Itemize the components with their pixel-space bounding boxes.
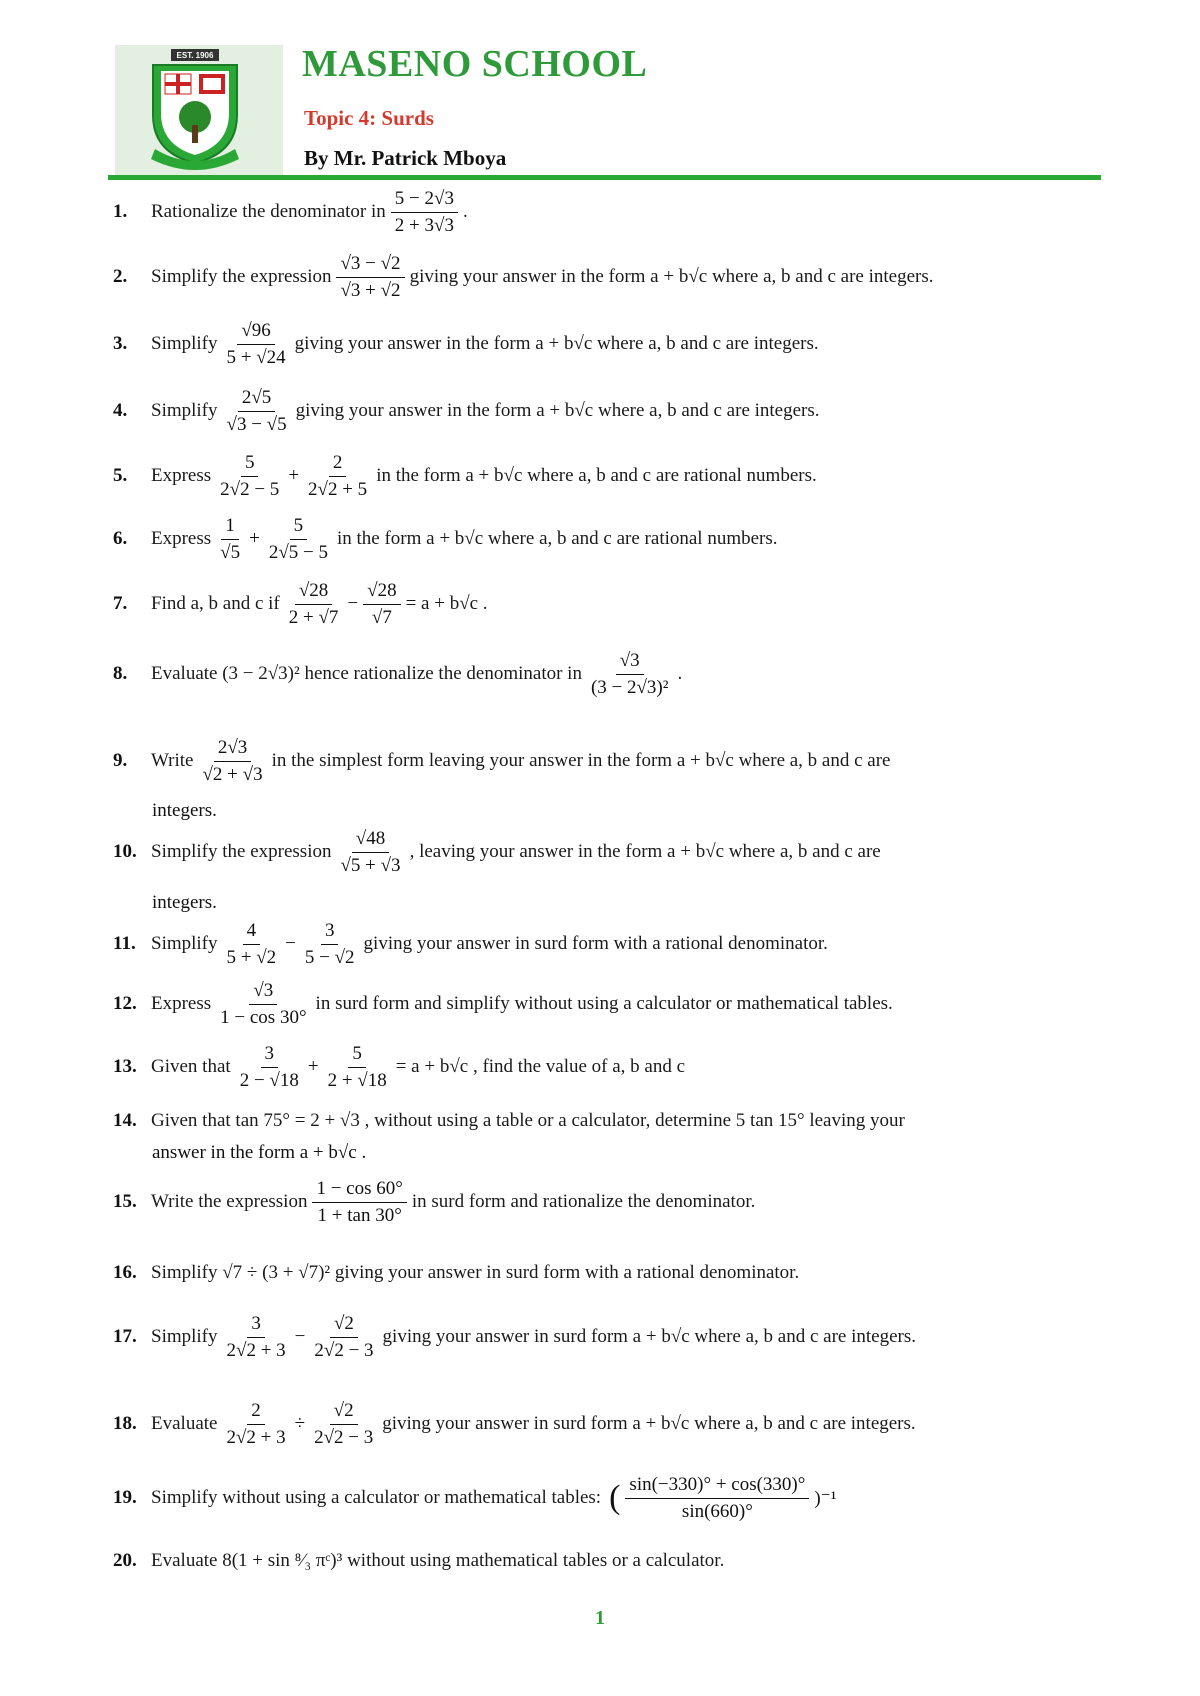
question-text: Given that tan 75° = 2 + √3 , without using a table or a calculator, determine 5 tan 15° leaving your xyxy=(151,1110,905,1131)
fraction xyxy=(285,580,343,629)
fraction xyxy=(304,452,371,501)
denominator: √2 + √3 xyxy=(202,763,263,785)
question-text: Simplify the expression xyxy=(151,841,332,863)
question-2 xyxy=(113,253,934,302)
numerator: √48 xyxy=(352,828,389,853)
question-6 xyxy=(113,515,778,564)
question-4 xyxy=(113,387,820,436)
denominator: 5 − √2 xyxy=(304,946,355,968)
question-number: 6. xyxy=(113,528,128,550)
question-text-after: giving your answer in the form a + b√c where a, b and c are integers. xyxy=(294,333,819,355)
denominator: 2 + 3√3 xyxy=(394,214,454,236)
question-18 xyxy=(113,1400,916,1449)
question-number: 19. xyxy=(113,1487,137,1509)
fraction xyxy=(223,920,281,969)
question-number: 2. xyxy=(113,266,128,288)
question-text-after: in surd form and simplify without using a calculator or mathematical tables. xyxy=(315,993,893,1015)
fraction xyxy=(336,828,404,877)
question-19 xyxy=(113,1474,836,1523)
denominator: √5 + √3 xyxy=(340,854,401,876)
denominator: (3 − 2√3)² xyxy=(590,676,669,698)
fraction xyxy=(216,452,283,501)
operator: + xyxy=(288,465,300,487)
school-crest xyxy=(115,45,283,175)
crest-est-text: EST. 1906 xyxy=(176,51,214,60)
fraction xyxy=(336,253,404,302)
denominator: 2√2 + 3 xyxy=(226,1339,286,1361)
fraction xyxy=(223,1313,290,1362)
numerator: √28 xyxy=(363,580,400,605)
question-text-after: . xyxy=(677,663,683,685)
question-text-after: in the simplest form leaving your answer in the form a + b√c where a, b and c are xyxy=(271,750,891,772)
question-text-after: = a + b√c . xyxy=(405,593,488,615)
question-text: Write the expression xyxy=(151,1191,308,1213)
question-number: 14. xyxy=(113,1110,137,1131)
denominator: 2√2 − 3 xyxy=(314,1426,374,1448)
page-number: 1 xyxy=(595,1607,605,1629)
question-number: 17. xyxy=(113,1326,137,1348)
fraction xyxy=(216,980,310,1029)
question-number: 7. xyxy=(113,593,128,615)
question-text: Simplify xyxy=(151,933,218,955)
question-16 xyxy=(113,1262,799,1284)
fraction xyxy=(265,515,332,564)
numerator: 3 xyxy=(261,1043,279,1068)
operator: + xyxy=(249,528,260,550)
numerator: 2 xyxy=(247,1400,265,1425)
question-9-continuation: integers. xyxy=(152,800,217,821)
question-text-after: in surd form and rationalize the denominator. xyxy=(411,1191,756,1213)
question-text: Evaluate (3 − 2√3)² hence rationalize the denominator in xyxy=(151,663,582,685)
denominator: √5 xyxy=(220,541,241,563)
question-1 xyxy=(113,188,468,237)
question-number: 13. xyxy=(113,1056,137,1078)
fraction xyxy=(199,737,267,786)
question-20 xyxy=(113,1550,724,1572)
question-number: 1. xyxy=(113,201,128,223)
denominator: 2√5 − 5 xyxy=(268,541,328,563)
fraction xyxy=(363,580,400,629)
numerator: 5 xyxy=(348,1043,366,1068)
denominator: √3 − √5 xyxy=(226,413,287,435)
fraction xyxy=(216,515,244,564)
denominator: 2√2 − 3 xyxy=(314,1339,374,1361)
question-3 xyxy=(113,320,819,369)
question-number: 8. xyxy=(113,663,128,685)
question-text: Simplify xyxy=(151,400,218,422)
question-text: Simplify xyxy=(151,1326,218,1348)
question-text: Find a, b and c if xyxy=(151,593,280,615)
question-5 xyxy=(113,452,817,501)
header-divider xyxy=(108,175,1101,180)
numerator: √3 − √2 xyxy=(336,253,404,278)
question-text: Express xyxy=(151,465,212,487)
fraction xyxy=(625,1474,809,1523)
numerator: 2√3 xyxy=(214,737,251,762)
question-text-after: in the form a + b√c where a, b and c are rational numbers. xyxy=(376,465,817,487)
numerator: 5 xyxy=(241,452,259,477)
numerator: √3 xyxy=(616,650,644,675)
denominator: 2 + √18 xyxy=(327,1069,387,1091)
fraction xyxy=(223,320,290,369)
question-number: 12. xyxy=(113,993,137,1015)
question-number: 5. xyxy=(113,465,128,487)
question-text-after: = a + b√c , find the value of a, b and c xyxy=(395,1056,686,1078)
denominator: 1 − cos 30° xyxy=(220,1006,307,1028)
question-text: Simplify without using a calculator or mathematical tables: xyxy=(151,1487,602,1509)
denominator: 2√2 − 5 xyxy=(220,478,280,500)
question-number: 20. xyxy=(113,1550,137,1571)
numerator: √2 xyxy=(330,1313,358,1338)
numerator: √2 xyxy=(330,1400,358,1425)
denominator: 2 − √18 xyxy=(239,1069,299,1091)
question-text-after: giving your answer in the form a + b√c where a, b and c are integers. xyxy=(409,266,934,288)
question-text-after: giving your answer in surd form a + b√c where a, b and c are integers. xyxy=(382,1413,916,1435)
fraction xyxy=(312,1178,406,1227)
close-paren-exponent: )⁻¹ xyxy=(814,1487,837,1509)
operator: + xyxy=(307,1056,319,1078)
question-13 xyxy=(113,1043,685,1092)
question-text: Express xyxy=(151,528,212,550)
question-number: 15. xyxy=(113,1191,137,1213)
question-number: 11. xyxy=(113,933,136,955)
question-number: 4. xyxy=(113,400,128,422)
question-text: Simplify xyxy=(151,333,218,355)
numerator: √28 xyxy=(295,580,332,605)
question-text: Rationalize the denominator in xyxy=(151,201,386,223)
operator: − xyxy=(347,593,359,615)
question-text-after: , leaving your answer in the form a + b√c where a, b and c are xyxy=(409,841,881,863)
question-text: Evaluate 8(1 + sin ⁸⁄₃ πᶜ)³ without using mathematical tables or a calculator. xyxy=(151,1550,725,1571)
question-number: 16. xyxy=(113,1262,137,1283)
fraction xyxy=(222,1400,289,1449)
fraction xyxy=(301,920,359,969)
crest-icon xyxy=(115,45,283,175)
fraction xyxy=(236,1043,303,1092)
numerator: 2 xyxy=(329,452,347,477)
question-14-continuation: answer in the form a + b√c . xyxy=(152,1142,367,1163)
question-text: Simplify the expression xyxy=(151,266,332,288)
question-10 xyxy=(113,828,881,877)
open-paren: ( xyxy=(609,1479,621,1517)
question-14 xyxy=(113,1110,905,1132)
numerator: 2√5 xyxy=(238,387,275,412)
question-9 xyxy=(113,737,891,786)
question-15 xyxy=(113,1178,755,1227)
question-number: 9. xyxy=(113,750,128,772)
question-8 xyxy=(113,650,682,699)
denominator: 5 + √24 xyxy=(226,346,286,368)
question-text: Write xyxy=(151,750,194,772)
question-text-after: giving your answer in the form a + b√c where a, b and c are integers. xyxy=(295,400,820,422)
fraction xyxy=(310,1313,377,1362)
numerator: sin(−330)° + cos(330)° xyxy=(625,1474,809,1499)
question-number: 3. xyxy=(113,333,128,355)
denominator: 2√2 + 5 xyxy=(308,478,368,500)
numerator: √96 xyxy=(237,320,274,345)
question-12 xyxy=(113,980,893,1029)
numerator: 4 xyxy=(243,920,261,945)
denominator: 2√2 + 3 xyxy=(226,1426,286,1448)
question-11 xyxy=(113,920,828,969)
school-title: MASENO SCHOOL xyxy=(302,43,648,85)
denominator: √7 xyxy=(371,606,392,628)
denominator: 5 + √2 xyxy=(226,946,277,968)
question-7 xyxy=(113,580,488,629)
question-number: 10. xyxy=(113,841,137,863)
numerator: 3 xyxy=(247,1313,265,1338)
numerator: 1 − cos 60° xyxy=(312,1178,406,1203)
numerator: 5 xyxy=(290,515,308,540)
denominator: 2 + √7 xyxy=(288,606,339,628)
fraction xyxy=(587,650,673,699)
numerator: 1 xyxy=(221,515,239,540)
denominator: sin(660)° xyxy=(681,1500,753,1522)
fraction xyxy=(310,1400,377,1449)
operator: ÷ xyxy=(294,1413,306,1435)
numerator: 5 − 2√3 xyxy=(391,188,458,213)
denominator: √3 + √2 xyxy=(340,279,401,301)
topic-title: Topic 4: Surds xyxy=(304,106,434,130)
author-line: By Mr. Patrick Mboya xyxy=(304,146,507,170)
numerator: √3 xyxy=(249,980,277,1005)
question-17 xyxy=(113,1313,916,1362)
fraction xyxy=(391,188,458,237)
question-text-after: . xyxy=(462,201,468,223)
fraction xyxy=(324,1043,391,1092)
numerator: 3 xyxy=(321,920,339,945)
question-10-continuation: integers. xyxy=(152,892,217,913)
question-text: Express xyxy=(151,993,212,1015)
operator: − xyxy=(285,933,296,955)
question-text-after: in the form a + b√c where a, b and c are rational numbers. xyxy=(336,528,778,550)
question-text: Evaluate xyxy=(151,1413,218,1435)
operator: − xyxy=(294,1326,306,1348)
question-text: Simplify √7 ÷ (3 + √7)² giving your answer in surd form with a rational denominator. xyxy=(151,1262,800,1283)
question-text-after: giving your answer in surd form a + b√c where a, b and c are integers. xyxy=(382,1326,916,1348)
fraction xyxy=(223,387,291,436)
question-text: Given that xyxy=(151,1056,231,1078)
denominator: 1 + tan 30° xyxy=(317,1204,402,1226)
question-text-after: giving your answer in surd form with a rational denominator. xyxy=(363,933,828,955)
question-number: 18. xyxy=(113,1413,137,1435)
